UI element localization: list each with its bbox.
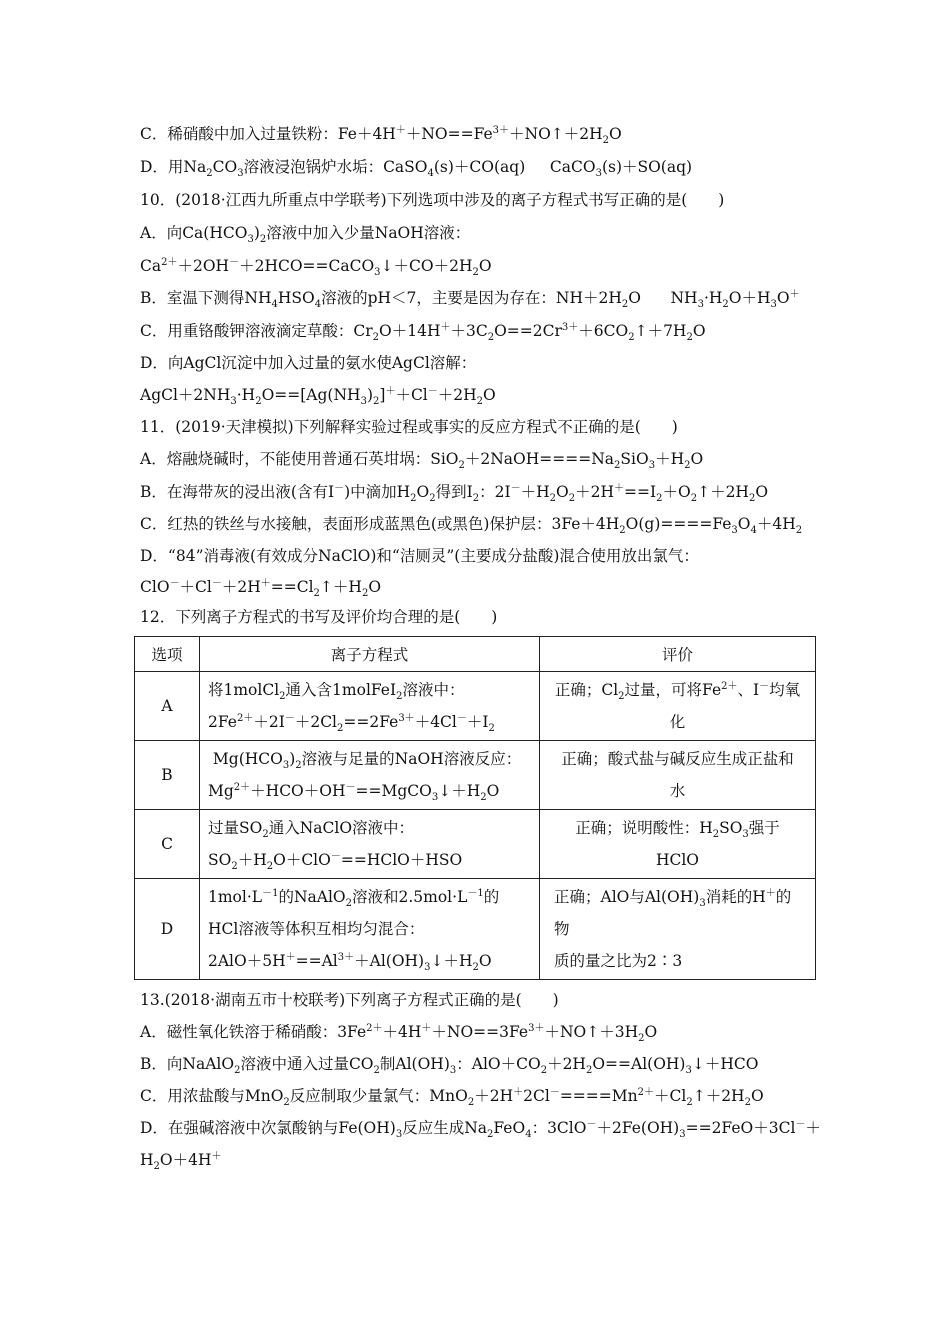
q11-option-a: A．熔融烧碱时，不能使用普通石英坩埚：$SiO_2+2NaOH====Na_2SiO_3+H_2O$ [140,450,704,472]
table-row [135,741,816,810]
q10-option-a-equation: $Ca^{2+}+2OH^-+2HCO==CaCO_3↓+CO+2H_2O$ [140,256,492,279]
q10-option-d: D．向AgCl沉淀中加入过量的氨水使AgCl溶解： [140,354,477,372]
header-option: 选项 [135,637,200,672]
q10-stem: 10．(2018·江西九所重点中学联考)下列选项中涉及的离子方程式书写正确的是( ) [140,191,725,209]
header-equation: 离子方程式 [200,637,540,672]
q13-option-a: A．磁性氧化铁溶于稀硝酸：$3Fe^{2+}+4H^++NO==3Fe^{3+}+NO↑+3H_2O$ [140,1022,658,1045]
table-row [135,879,816,980]
evaluation-cell: 正确；AlO与$Al(OH)_3$消耗的H＋的物 质的量之比为2∶3 [540,879,816,980]
q10-option-a: A．向$Ca(HCO_3)_2$溶液中加入少量NaOH溶液： [140,224,471,246]
option-cell: B [135,741,200,810]
option-cell: C [135,810,200,879]
q11-option-c: C．红热的铁丝与水接触，表面形成蓝黑色(或黑色)保护层：$3Fe+4H_2O(g)====Fe_3O_4+4H_2$ [140,515,803,537]
q13-option-c: C．用浓盐酸与MnO$_2$反应制取少量氯气：$MnO_2+2H^+2Cl^-====Mn^{2+}+Cl_2↑+2H_2O$ [140,1086,764,1109]
q11-option-d: D．“84”消毒液(有效成分NaClO)和“洁厕灵”(主要成分盐酸)混合使用放出氯气： [140,547,699,565]
q12-stem: 12．下列离子方程式的书写及评价均合理的是( ) [140,608,498,626]
equation-cell: 过量$SO_2$通入NaClO溶液中： $SO_2+H_2O+ClO^-==HClO+HSO$ [200,810,540,879]
option-cell: D [135,879,200,980]
q10-option-d-equation: $AgCl+2NH_3\cdot H_2O==[Ag(NH_3)_2]^++Cl^-+2H_2O$ [140,385,496,408]
evaluation-cell: 正确；$Cl_2$过量，可将$Fe^{2+}$、I－均氧 化 [540,672,816,741]
q12-table [134,636,816,980]
q13-option-d-continued: $H_2O+4H^+$ [140,1150,222,1173]
q9-option-d: D．用$Na_2CO_3$溶液浸泡锅炉水垢：CaSO$_4$(s)＋CO(aq) CaCO$_3$(s)＋SO(aq) [140,158,693,180]
evaluation-cell: 正确；酸式盐与碱反应生成正盐和水 [540,741,816,810]
q13-option-d: D．在强碱溶液中次氯酸钠与$Fe(OH)_3$反应生成$Na_2FeO_4$：$3ClO^-+2Fe(OH)_3==2FeO+3Cl^-+$ [140,1118,821,1141]
header-evaluation: 评价 [540,637,816,672]
option-cell: A [135,672,200,741]
evaluation-cell: 正确；说明酸性：$H_2SO_3$强于HClO [540,810,816,879]
q11-option-d-equation: $ClO^-+Cl^-+2H^+==Cl_2↑+H_2O$ [140,577,382,600]
equation-cell: 将1molCl$_2$通入含1molFeI$_2$溶液中： $2Fe^{2+}+2I^-+2Cl_2==2Fe^{3+}+4Cl^-+I_2$ [200,672,540,741]
q9-option-c: C．稀硝酸中加入过量铁粉：$Fe+4H^++NO==Fe^{3+}+NO↑+2H_2O$ [140,124,622,147]
q10-option-b: B．室温下测得$NH_4HSO_4$溶液的pH＜7，主要是因为存在：$NH+2H_2O$ $NH_3\cdot H_2O+H_3O^+$ [140,288,800,311]
table-row [135,810,816,879]
q11-option-b: B．在海带灰的浸出液(含有I－)中滴加$H_2O_2$得到$I_2$：$2I^-+H_2O_2+2H^+==I_2+O_2↑+2H_2O$ [140,482,769,505]
equation-cell: $1mol\cdot L^{-1}$的NaAlO$_2$溶液和$2.5mol\cdot L^{-1}$的 HCl溶液等体积互相均匀混合： $2AlO+5H^+==Al^{3+}+Al(OH)_3↓+H_2O$ [200,879,540,980]
table-header-row [135,637,816,672]
equation-cell: $Mg(HCO_3)_2$溶液与足量的NaOH溶液反应： $Mg^{2+}+HCO+OH^-==MgCO_3↓+H_2O$ [200,741,540,810]
q10-option-c: C．用重铬酸钾溶液滴定草酸：$Cr_2O+14H^++3C_2O==2Cr^{3+}+6CO_2↑+7H_2O$ [140,321,706,344]
table-row [135,672,816,741]
q11-stem: 11．(2019·天津模拟)下列解释实验过程或事实的反应方程式不正确的是( ) [140,418,678,436]
q13-stem: 13.(2018·湖南五市十校联考)下列离子方程式正确的是( ) [140,991,559,1009]
q13-option-b: B．向NaAlO$_2$溶液中通入过量$CO_2$制$Al(OH)_3$：$AlO+CO_2+2H_2O==Al(OH)_3↓+HCO$ [140,1055,759,1077]
